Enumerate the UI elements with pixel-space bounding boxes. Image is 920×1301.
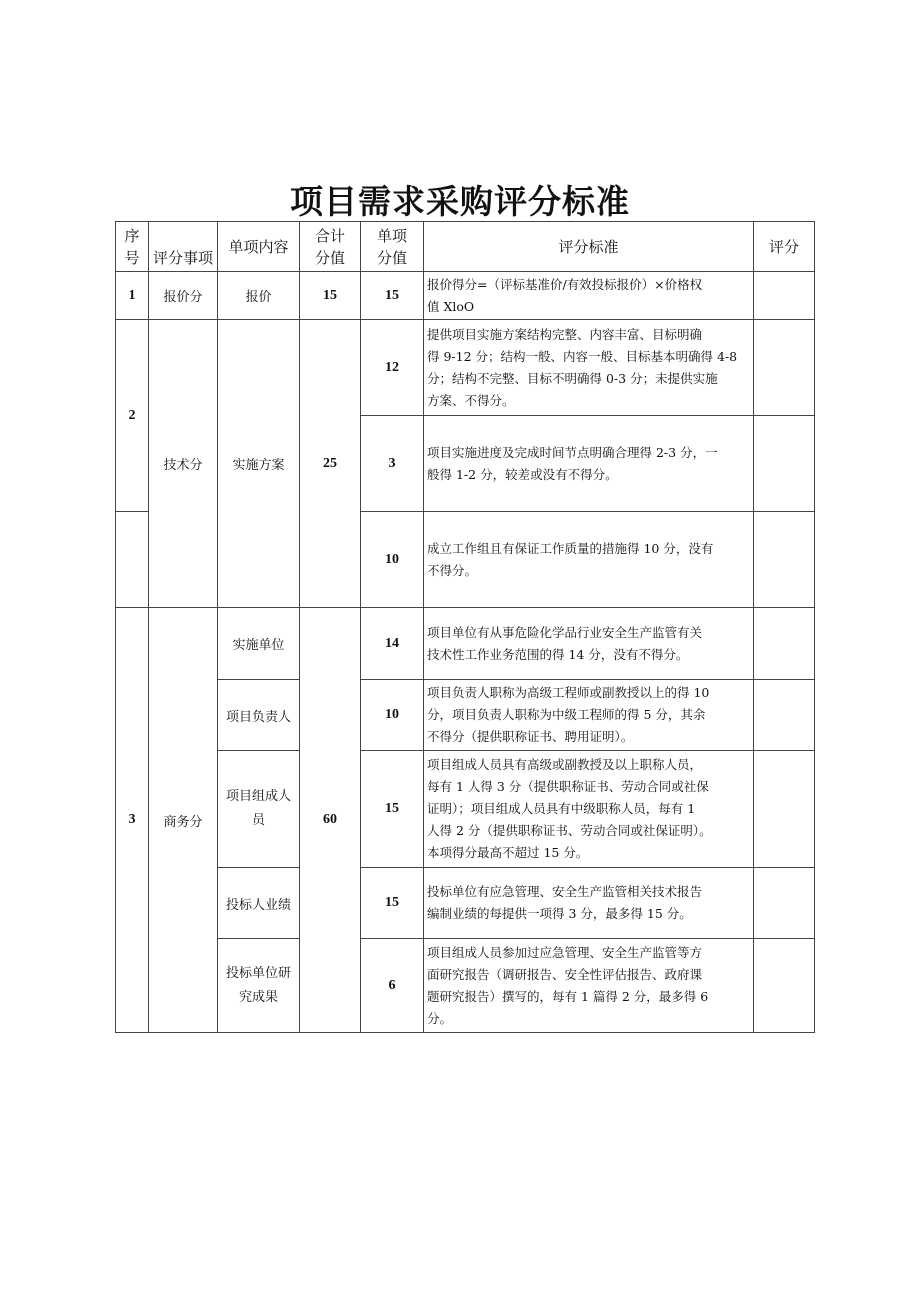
item-cell: 实施方案 xyxy=(218,320,300,608)
criteria-cell xyxy=(424,608,754,680)
criteria-line: 编制业绩的每提供一项得 3 分，最多得 15 分。 xyxy=(427,906,692,921)
criteria-line: 般得 1-2 分，较差或没有不得分。 xyxy=(427,466,618,482)
table-row xyxy=(116,868,815,939)
criteria-cell xyxy=(424,751,754,868)
criteria-line: 提供项目实施方案结构完整、内容丰富、目标明确 xyxy=(427,326,703,342)
criteria-line: 项目组成人员具有高级或副教授及以上职称人员， xyxy=(427,757,703,772)
criteria-line: 不得分（提供职称证书、聘用证明）。 xyxy=(427,729,634,744)
header-item: 单项内容 xyxy=(218,222,300,272)
score-input-cell[interactable] xyxy=(754,416,815,512)
item-line: 究成果 xyxy=(238,989,278,1005)
single-score-cell: 12 xyxy=(361,320,424,416)
criteria-line: 项目负责人职称为高级工程师或副教授以上的得 10 xyxy=(427,685,710,700)
single-score-cell: 10 xyxy=(361,512,424,608)
header-criteria: 评分标准 xyxy=(424,222,754,272)
criteria-line: 分，项目负责人职称为中级工程师的得 5 分，其余 xyxy=(427,707,706,722)
total-score-cell: 60 xyxy=(300,608,361,1033)
criteria-line: 项目单位有从事危险化学品行业安全生产监管有关 xyxy=(427,624,703,640)
single-score-cell: 15 xyxy=(361,751,424,868)
item-cell: 实施单位 xyxy=(218,608,300,680)
criteria-line: 项目实施进度及完成时间节点明确合理得 2-3 分，一 xyxy=(427,444,718,460)
criteria-line: 分；结构不完整、目标不明确得 0-3 分；未提供实施 xyxy=(427,370,718,386)
score-input-cell[interactable] xyxy=(754,868,815,939)
total-score-cell: 25 xyxy=(300,320,361,608)
criteria-line: 得 9-12 分；结构一般、内容一般、目标基本明确得 4-8 xyxy=(427,348,738,364)
item-cell xyxy=(218,939,300,1033)
score-input-cell[interactable] xyxy=(754,272,815,320)
page-title: 项目需求采购评分标准 xyxy=(290,182,630,221)
criteria-line: 题研究报告）撰写的，每有 1 篇得 2 分，最多得 6 xyxy=(427,988,709,1004)
seq-cell-empty xyxy=(116,512,149,608)
single-score-cell: 15 xyxy=(361,272,424,320)
category-cell: 商务分 xyxy=(149,608,218,1033)
scoring-table xyxy=(115,221,815,1033)
single-score-cell: 6 xyxy=(361,939,424,1033)
criteria-line: 每有 1 人得 3 分（提供职称证书、劳动合同或社保 xyxy=(427,779,709,794)
criteria-line: 技术性工作业务范围的得 14 分，没有不得分。 xyxy=(427,646,689,662)
criteria-line: 报价得分=（评标基准价/有效投标报价）×价格权 xyxy=(427,276,703,292)
header-score: 评分 xyxy=(754,222,815,272)
header-single-line1: 单项 xyxy=(376,226,407,245)
item-line: 投标单位研 xyxy=(225,965,291,981)
table-row xyxy=(116,320,815,416)
header-seq: 序号 xyxy=(116,222,149,272)
criteria-cell xyxy=(424,416,754,512)
criteria-line: 证明）；项目组成人员具有中级职称人员，每有 1 xyxy=(427,801,696,816)
criteria-cell xyxy=(424,512,754,608)
criteria-line: 不得分。 xyxy=(427,562,478,578)
score-input-cell[interactable] xyxy=(754,939,815,1033)
score-input-cell[interactable] xyxy=(754,680,815,751)
criteria-line: 项目组成人员参加过应急管理、安全生产监管等方 xyxy=(427,944,703,960)
item-line: 项目组成人 xyxy=(225,789,291,804)
criteria-cell xyxy=(424,272,754,320)
criteria-line: 本项得分最高不超过 15 分。 xyxy=(427,845,589,860)
criteria-line: 分。 xyxy=(427,1010,453,1026)
single-score-cell: 3 xyxy=(361,416,424,512)
header-category: 评分事项 xyxy=(149,222,218,272)
category-cell: 报价分 xyxy=(149,272,218,320)
score-input-cell[interactable] xyxy=(754,512,815,608)
criteria-line: 投标单位有应急管理、安全生产监管相关技术报告 xyxy=(427,884,703,899)
criteria-line: 方案、不得分。 xyxy=(427,392,515,408)
total-score-cell: 15 xyxy=(300,272,361,320)
category-cell: 技术分 xyxy=(149,320,218,608)
table-row xyxy=(116,939,815,1033)
header-single-line2: 分值 xyxy=(376,248,407,267)
header-total xyxy=(300,222,361,272)
header-total-line2: 分值 xyxy=(314,248,345,267)
criteria-line: 人得 2 分（提供职称证书、劳动合同或社保证明）。 xyxy=(427,823,712,838)
score-input-cell[interactable] xyxy=(754,751,815,868)
header-total-line1: 合计 xyxy=(314,226,345,245)
seq-cell: 3 xyxy=(116,608,149,1033)
item-cell: 投标人业绩 xyxy=(218,868,300,939)
criteria-line: 值 XloO xyxy=(427,298,475,314)
criteria-line: 成立工作组且有保证工作质量的措施得 10 分，没有 xyxy=(427,540,714,556)
criteria-line: 面研究报告（调研报告、安全性评估报告、政府课 xyxy=(427,966,703,982)
seq-cell: 1 xyxy=(116,272,149,320)
item-cell: 报价 xyxy=(218,272,300,320)
single-score-cell: 15 xyxy=(361,868,424,939)
score-input-cell[interactable] xyxy=(754,608,815,680)
criteria-cell xyxy=(424,868,754,939)
score-input-cell[interactable] xyxy=(754,320,815,416)
header-row xyxy=(116,222,815,272)
item-line: 员 xyxy=(251,813,265,828)
criteria-cell xyxy=(424,320,754,416)
table-row xyxy=(116,751,815,868)
criteria-cell xyxy=(424,939,754,1033)
criteria-cell xyxy=(424,680,754,751)
table-row xyxy=(116,272,815,320)
item-cell xyxy=(218,751,300,868)
item-cell: 项目负责人 xyxy=(218,680,300,751)
table-row xyxy=(116,608,815,680)
table-row xyxy=(116,680,815,751)
single-score-cell: 10 xyxy=(361,680,424,751)
header-single xyxy=(361,222,424,272)
seq-cell: 2 xyxy=(116,320,149,512)
single-score-cell: 14 xyxy=(361,608,424,680)
